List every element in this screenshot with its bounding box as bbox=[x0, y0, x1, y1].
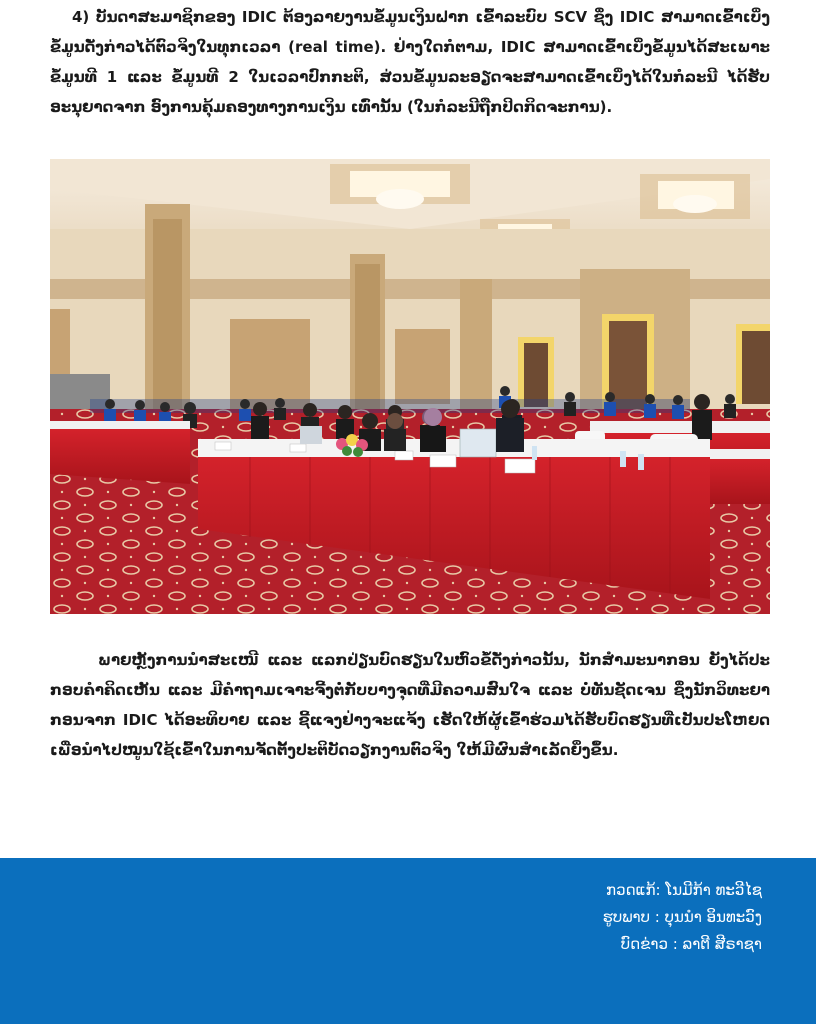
reporter-credit: ບົດຂ່າວ : ລາຕີ ສີຣາຊາ bbox=[620, 935, 762, 953]
article-paragraph-2: ພາຍຫຼັງການນໍາສະເໜີ ແລະ ແລກປ່ຽນບົດຮຽນໃນຫົວຂໍ້ດັ່ງກ່າວນັ້ນ, ນັກສໍາມະນາກອນ ຍັງໄດ້ປະກອບຄໍາຄິດເຫັນ ແລະ ມີຄໍາຖາມເຈາະຈີ້ງຕໍ່ກັບບາງຈຸດທີ່ມີຄວາມສົນໃຈ ແລະ ບໍ່ທັນຊັດເຈນ ຊຶ່ງນັກວິທະຍາກອນຈາກ IDIC ໄດ້ອະທິບາຍ ແລະ ຊີ້ແຈງຢ່າງຈະແຈ້ງ ເຮັດໃຫ້ຜູ້ເຂົ້າຮ່ວມໄດ້ຮັບບົດຮຽນທີ່ເປັນປະໂຫຍດ ເພື່ອນໍາໄປໝູນໃຊ້ເຂົ້າໃນການຈັດຕັ້ງປະຕິບັດວຽກງານຕົວຈິງ ໃຫ້ມີຜົນສໍາເລັດຍິ່ງຂຶ້ນ. bbox=[50, 651, 770, 759]
article-paragraph-1: 4) ບັນດາສະມາຊິກຂອງ IDIC ຕ້ອງລາຍງານຂໍ້ມູນເງິນຝາກ ເຂົ້າລະບົບ SCV ຊຶ່ງ IDIC ສາມາດເຂົ້າເບິ່ງຂໍ້ມູນດັ່ງກ່າວໄດ້ຕົວຈິງໃນທຸກເວລາ (real time). ຢ່າງໃດກໍຕາມ, IDIC ສາມາດເຂົ້າເບິ່ງຂໍ້ມູນໄດ້ສະເພາະ ຂໍ້ມູນທີ 1 ແລະ ຂໍ້ມູນທີ 2 ໃນເວລາປົກກະຕິ, ສ່ວນຂໍ້ມູນລະອຽດຈະສາມາດເຂົ້າເບິ່ງໄດ້ໃນກໍລະນີ ໄດ້ຮັບອະນຸຍາດຈາກ ອົງການຄຸ້ມຄອງທາງການເງິນ ເທົ່ານັ້ນ (ໃນກໍລະນີຖືກປິດກິດຈະການ). bbox=[50, 8, 770, 116]
editor-credit: ກວດແກ້: ໂນມີກ້າ ທະວີໄຊ bbox=[606, 881, 762, 899]
conference-photo bbox=[50, 159, 770, 614]
photo-credit: ຮູບພາບ : ບຸນນໍາ ອິນທະວົງ bbox=[602, 908, 762, 926]
footer-bar bbox=[0, 858, 816, 1024]
